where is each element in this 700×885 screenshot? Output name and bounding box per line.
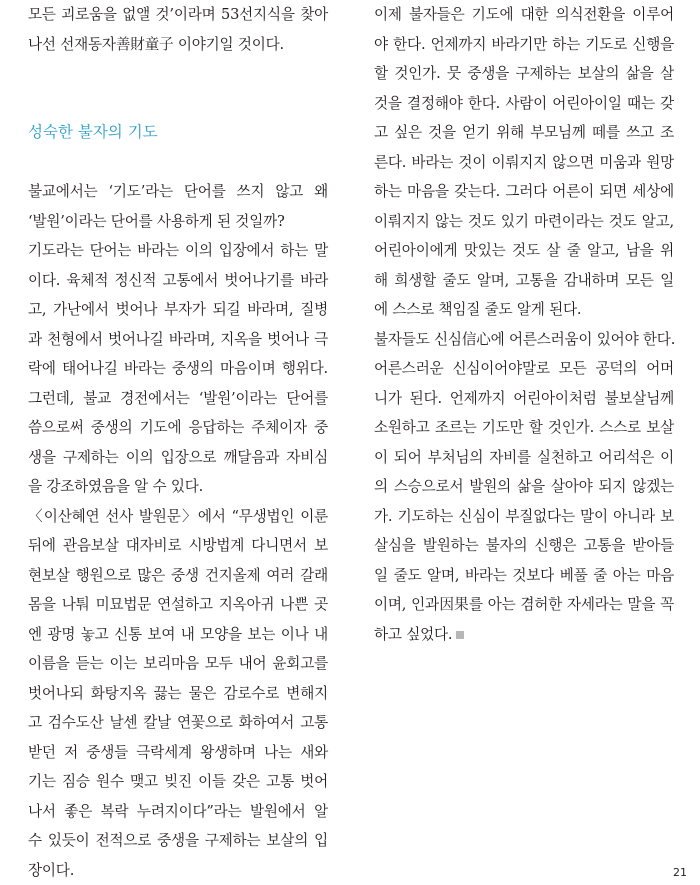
text-line: 기도라는 단어는 바라는 이의 입장에서 하는 말 xyxy=(28,242,328,259)
text-line: 수 있듯이 전적으로 중생을 구제하는 보살의 입 xyxy=(28,832,328,849)
text-line: 니가 된다. 언제까지 어린아이처럼 불보살님께 xyxy=(374,389,674,407)
text-line: 장이다. xyxy=(28,861,75,879)
section-heading: 성숙한 불자의 기도 xyxy=(28,123,158,141)
text-line: 고, 가난에서 벗어나 부자가 되길 바라며, 질병 xyxy=(28,301,328,318)
text-line: 과 천형에서 벗어나길 바라며, 지옥을 벗어나 극 xyxy=(28,330,328,348)
text-line: 나서 좋은 복락 누려지이다”라는 발원에서 알 xyxy=(28,802,328,820)
text-line: 해 희생할 줄도 알며, 고통을 감내하며 모든 일 xyxy=(374,271,674,289)
text-line: 받던 저 중생들 극락세계 왕생하며 나는 새와 xyxy=(28,743,328,761)
closing-line xyxy=(374,620,674,650)
text-line: 몸을 나퉈 미묘법문 연설하고 지옥아귀 나쁜 곳 xyxy=(28,596,328,613)
text-line: 할 것인가. 뭇 중생을 구제하는 보살의 삶을 살 xyxy=(374,65,674,82)
text-line: 것을 결정해야 한다. 사람이 어린아이일 때는 갖 xyxy=(374,94,674,112)
text-line: 불자들도 신심信心에 어른스러움이 있어야 한다. xyxy=(374,330,676,348)
text-line: 고 싶은 것을 얻기 위해 부모님께 떼를 쓰고 조 xyxy=(374,124,674,141)
text-line: 나선 선재동자善財童子 이야기일 것이다. xyxy=(28,35,285,53)
left-column xyxy=(28,0,328,885)
text-line: 락에 태어나길 바라는 중생의 마음이며 행위다. xyxy=(28,360,328,377)
text-line: 어린아이에게 맛있는 것도 살 줄 알고, 남을 위 xyxy=(374,242,674,259)
blank-line xyxy=(28,148,328,178)
body-text xyxy=(28,177,328,885)
text-line: 른다. 바라는 것이 이뤄지지 않으면 미움과 원망 xyxy=(374,153,674,171)
page-number: 21 xyxy=(673,866,687,879)
text-line: 모든 괴로움을 없앨 것’이라며 53선지식을 찾아 xyxy=(28,6,328,23)
text-line: 의 스승으로서 발원의 삶을 살아야 되지 않겠는 xyxy=(374,478,674,495)
text-line: 야 한다. 언제까지 바라기만 하는 기도로 신행을 xyxy=(374,35,674,53)
text-line: 벗어나되 화탕지옥 끓는 물은 감로수로 변해지 xyxy=(28,684,328,702)
text-line: 그런데, 불교 경전에서는 ‘발원’이라는 단어를 xyxy=(28,389,328,407)
blank-line xyxy=(28,59,328,89)
text-line: 을 강조하였음을 알 수 있다. xyxy=(28,478,204,495)
text-line: 씀으로써 중생의 기도에 응답하는 주체이자 중 xyxy=(28,419,328,436)
end-of-article-square-icon xyxy=(456,631,464,639)
text-line: 생을 구제하는 이의 입장으로 깨달음과 자비심 xyxy=(28,448,328,466)
text-line: 어른스러운 신심이어야말로 모든 공덕의 어머 xyxy=(374,360,674,377)
text-line: 이 되어 부처님의 자비를 실천하고 어리석은 이 xyxy=(374,448,674,466)
text-line: 하고 싶었다. xyxy=(374,625,453,643)
text-line: 이름을 듣는 이는 보리마음 모두 내어 윤회고를 xyxy=(28,655,328,672)
intro-paragraph xyxy=(28,0,328,59)
text-line: 이제 불자들은 기도에 대한 의식전환을 이루어 xyxy=(374,6,674,23)
text-line: 〈이산혜연 선사 발원문〉에서 “무생법인 이룬 xyxy=(28,507,328,525)
text-line: 살심을 발원하는 불자의 신행은 고통을 받아들 xyxy=(374,537,674,554)
text-line: 에 스스로 책임질 줄도 알게 된다. xyxy=(374,301,582,318)
text-line: 엔 광명 놓고 신통 보여 내 모양을 보는 이나 내 xyxy=(28,625,328,643)
text-line: 하는 마음을 갖는다. 그러다 어른이 되면 세상에 xyxy=(374,183,674,200)
text-line: ‘발원’이라는 단어를 사용하게 된 것일까? xyxy=(28,212,285,230)
text-line: 현보살 행원으로 많은 중생 건지올제 여러 갈래 xyxy=(28,566,328,584)
text-line: 가. 기도하는 신심이 부질없다는 말이 아니라 보 xyxy=(374,507,674,525)
text-line: 뒤에 관음보살 대자비로 시방법계 다니면서 보 xyxy=(28,537,328,554)
body-text xyxy=(374,0,674,649)
text-line: 이며, 인과因果를 아는 겸허한 자세라는 말을 꼭 xyxy=(374,596,674,613)
text-line: 이뤄지지 않는 것도 있기 마련이라는 것도 알고, xyxy=(374,212,674,230)
text-line: 소원하고 조르는 기도만 할 것인가. 스스로 보살 xyxy=(374,419,674,436)
text-line: 일 줄도 알며, 바라는 것보다 베풀 줄 아는 마음 xyxy=(374,566,674,584)
text-line: 고 검수도산 날센 칼날 연꽃으로 화하여서 고통 xyxy=(28,714,328,731)
blank-line xyxy=(28,89,328,119)
text-line: 기는 짐승 원수 맺고 빚진 이들 갖은 고통 벗어 xyxy=(28,773,328,790)
right-column xyxy=(374,0,674,649)
text-line: 이다. 육체적 정신적 고통에서 벗어나기를 바라 xyxy=(28,271,328,289)
text-line: 불교에서는 ‘기도’라는 단어를 쓰지 않고 왜 xyxy=(28,183,328,200)
